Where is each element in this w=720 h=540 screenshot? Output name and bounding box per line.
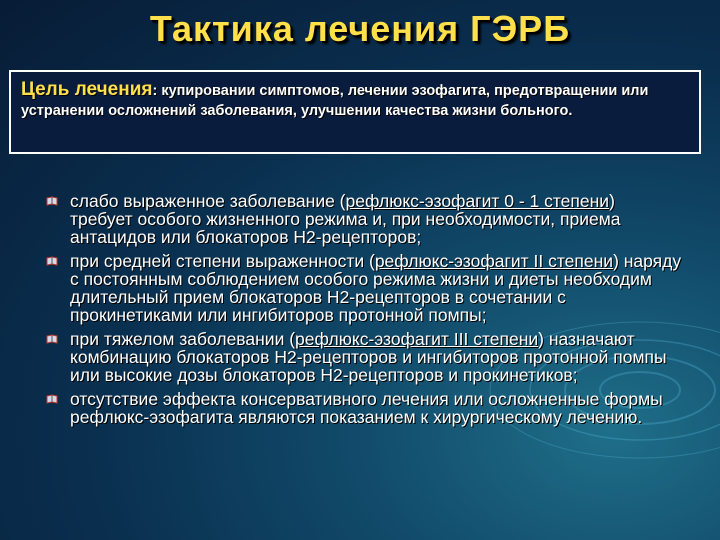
item-text: ) назначают комбинацию блокаторов Н2-рецепторов и ингибиторов протонной помпы или высокие дозы блокаторов Н2-рецепторов и прокинетиков; (70, 329, 667, 385)
item-text: слабо выраженное заболевание ( (70, 191, 346, 211)
goal-text: купировании симптомов, лечении эзофагита, предотвращении или устранении осложнений заболевания, улучшении качества жизни больного (21, 83, 649, 119)
goal-end: . (568, 103, 573, 119)
book-bullet-icon (46, 196, 58, 206)
goal-label: Цель лечения (21, 79, 153, 100)
book-bullet-icon (46, 394, 58, 404)
item-text: ) требует особого жизненного режима и, при необходимости, приема антацидов или блокаторов Н2-рецепторов; (70, 191, 621, 247)
list-item (42, 390, 682, 426)
book-bullet-icon (46, 256, 58, 266)
list-item (42, 192, 682, 246)
goal-colon: : (152, 83, 162, 99)
slide-title: Тактика лечения ГЭРБ (149, 8, 571, 49)
treatment-goal-box (9, 70, 701, 154)
grade-link[interactable]: рефлюкс-эзофагит 0 - 1 степени (345, 191, 610, 211)
item-text: при тяжелом заболевании ( (70, 329, 296, 349)
book-bullet-icon (46, 334, 58, 344)
grade-link[interactable]: рефлюкс-эзофагит II степени (374, 251, 614, 271)
list-item (42, 330, 682, 384)
item-text: отсутствие эффекта консервативного лечения или осложненные формы рефлюкс-эзофагита являются показанием к хирургическому лечению. (70, 389, 663, 427)
item-text: ) наряду с постоянным соблюдением особого режима жизни и диеты необходим длительный прием блокаторов Н2-рецепторов в сочетании с прокинетиками или ингибиторов протонной помпы; (70, 251, 682, 325)
list-item (42, 252, 682, 324)
treatment-list (42, 192, 682, 432)
item-text: при средней степени выраженности ( (70, 251, 375, 271)
grade-link[interactable]: рефлюкс-эзофагит III степени (295, 329, 539, 349)
